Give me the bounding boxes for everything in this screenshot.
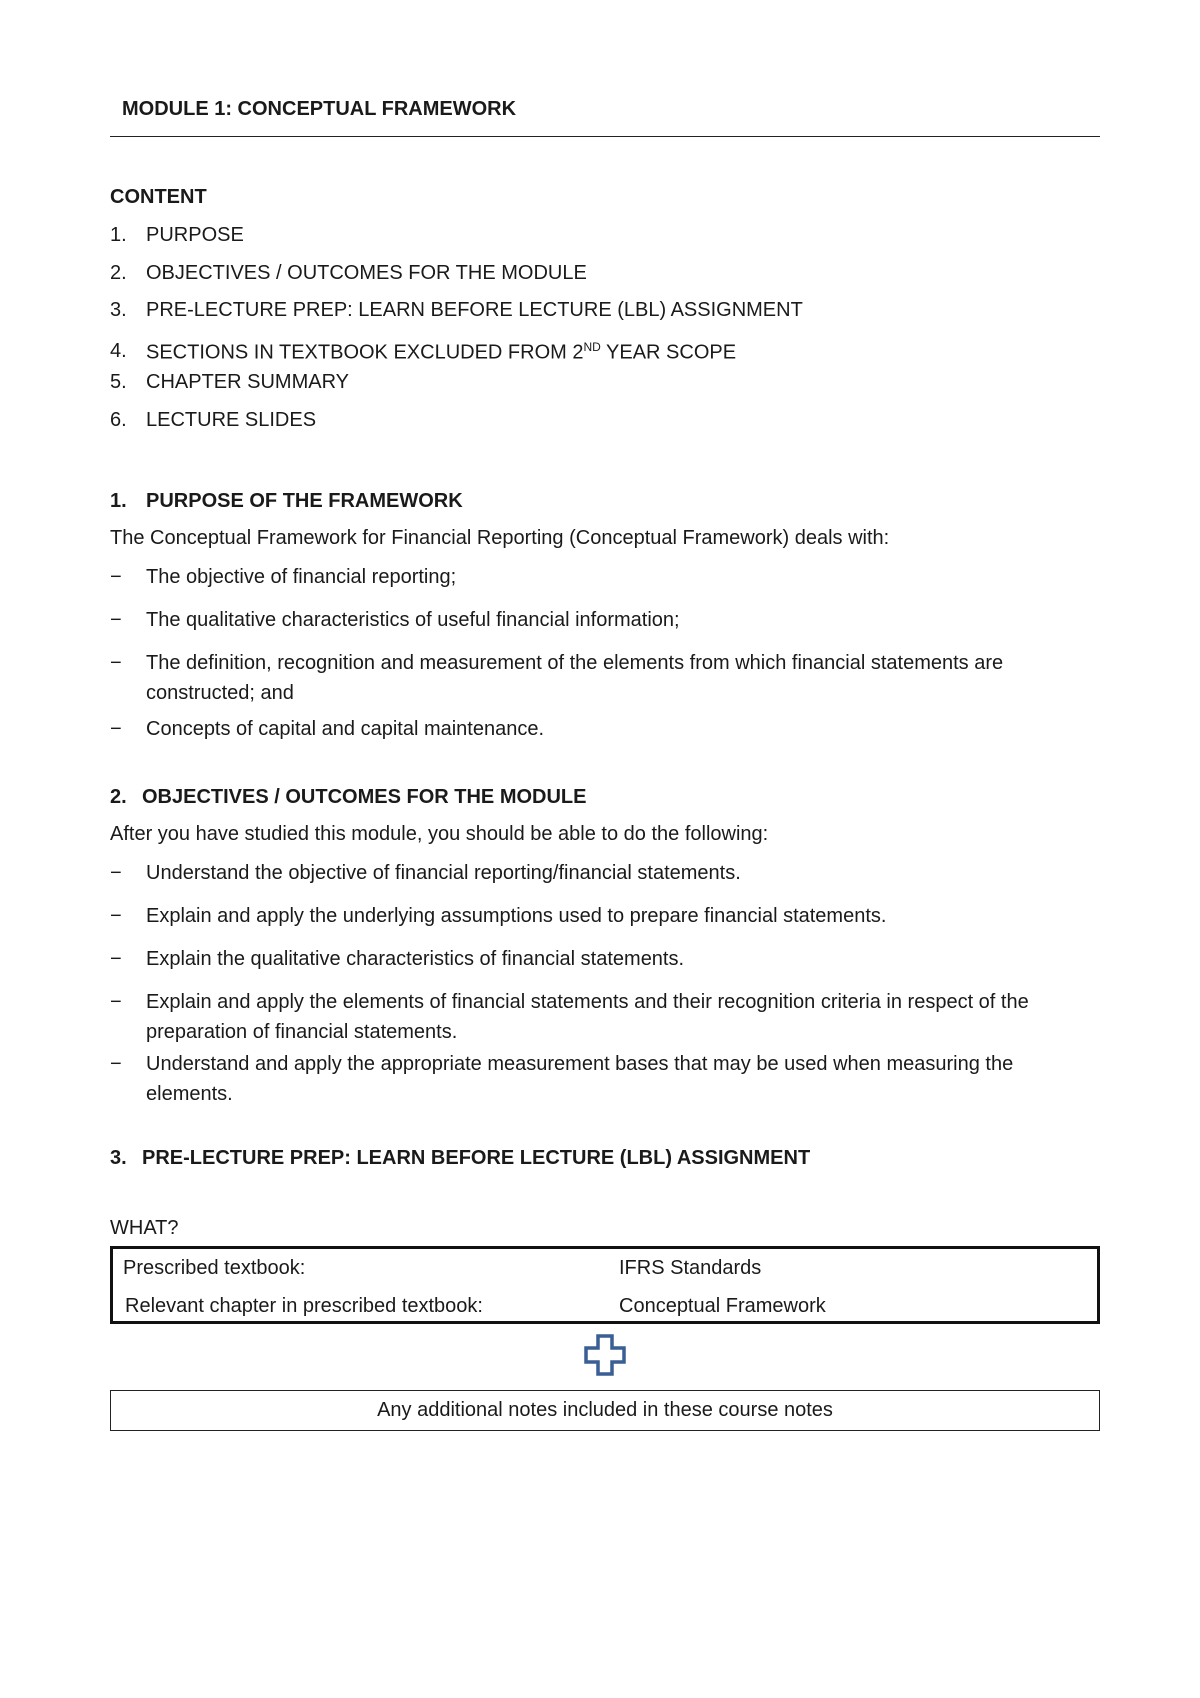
section-objectives — [110, 786, 1100, 1122]
content-item — [110, 224, 803, 262]
list-item-text: Explain and apply the underlying assumptions used to prepare financial statements. — [146, 905, 887, 927]
table-cell-value: Conceptual Framework — [619, 1295, 826, 1317]
dash-bullet-icon: − — [110, 991, 122, 1013]
section-heading — [110, 786, 1100, 809]
list-item-text: The qualitative characteristics of useful financial information; — [146, 609, 680, 631]
list-item — [110, 858, 1100, 888]
section-purpose — [110, 490, 1100, 757]
content-item-number: 3. — [110, 299, 127, 321]
what-label: WHAT? — [110, 1217, 179, 1239]
module-title: MODULE 1: CONCEPTUAL FRAMEWORK — [122, 98, 517, 120]
section-intro: The Conceptual Framework for Financial Reporting (Conceptual Framework) deals with: — [110, 527, 890, 549]
list-item — [110, 714, 1100, 744]
content-heading: CONTENT — [110, 186, 207, 208]
dash-bullet-icon: − — [110, 948, 122, 970]
plus-icon — [583, 1333, 627, 1377]
list-item — [110, 1049, 1100, 1109]
bullet-list — [110, 562, 1100, 744]
content-item-number: 6. — [110, 408, 127, 431]
table-cell-label: Relevant chapter in prescribed textbook: — [125, 1295, 483, 1317]
table-cell-value: IFRS Standards — [619, 1257, 762, 1279]
content-item-label: LECTURE SLIDES — [146, 408, 317, 431]
list-item — [110, 944, 1100, 974]
content-item-number: 2. — [110, 261, 127, 284]
list-item-text: Understand and apply the appropriate measurement bases that may be used when measuring the elements. — [146, 1053, 1014, 1105]
additional-notes-box: Any additional notes included in these course notes — [110, 1390, 1100, 1431]
bullet-list — [110, 858, 1100, 1109]
section-number: 1. — [110, 490, 127, 512]
content-item-number: 1. — [110, 224, 127, 246]
list-item-text: Explain the qualitative characteristics of financial statements. — [146, 948, 685, 970]
section-number: 2. — [110, 786, 127, 808]
list-item — [110, 987, 1100, 1047]
content-item — [110, 409, 803, 447]
section-number: 3. — [110, 1147, 127, 1169]
list-item-text: The objective of financial reporting; — [146, 566, 457, 588]
section-title: PURPOSE OF THE FRAMEWORK — [146, 490, 463, 512]
dash-bullet-icon: − — [110, 718, 122, 740]
content-item-label: CHAPTER SUMMARY — [146, 371, 349, 393]
dash-bullet-icon: − — [110, 566, 122, 588]
content-item-label-pre: SECTIONS IN TEXTBOOK EXCLUDED FROM 2 — [146, 341, 584, 364]
table-cell-label: Prescribed textbook: — [123, 1257, 306, 1279]
section-title: OBJECTIVES / OUTCOMES FOR THE MODULE — [142, 786, 587, 808]
content-item-label-post: YEAR SCOPE — [600, 341, 737, 364]
textbook-table — [110, 1246, 1100, 1324]
list-item — [110, 901, 1100, 931]
section-intro: After you have studied this module, you should be able to do the following: — [110, 823, 769, 845]
section-title: PRE-LECTURE PREP: LEARN BEFORE LECTURE (LBL) ASSIGNMENT — [142, 1147, 811, 1169]
title-divider — [110, 136, 1100, 137]
content-item — [110, 262, 803, 300]
content-item — [110, 371, 803, 409]
dash-bullet-icon: − — [110, 1053, 122, 1075]
content-list — [110, 224, 803, 446]
dash-bullet-icon: − — [110, 905, 122, 927]
content-item-label: PRE-LECTURE PREP: LEARN BEFORE LECTURE (LBL) ASSIGNMENT — [146, 299, 803, 321]
list-item-text: Explain and apply the elements of financial statements and their recognition criteria in respect of the preparation of financial statements. — [146, 991, 1029, 1043]
dash-bullet-icon: − — [110, 862, 122, 884]
section-heading — [110, 490, 1100, 513]
content-item-label: OBJECTIVES / OUTCOMES FOR THE MODULE — [146, 261, 587, 284]
section-lbl-assignment — [110, 1147, 1100, 1184]
list-item-text: Understand the objective of financial reporting/financial statements. — [146, 862, 741, 884]
list-item — [110, 605, 1100, 635]
content-item — [110, 299, 803, 337]
list-item-text: The definition, recognition and measurement of the elements from which financial statements are constructed; and — [146, 652, 1004, 704]
content-item-label: PURPOSE — [146, 224, 244, 246]
dash-bullet-icon: − — [110, 652, 122, 674]
content-item-superscript: ND — [583, 339, 601, 354]
section-heading — [110, 1147, 1100, 1170]
list-item-text: Concepts of capital and capital maintenance. — [146, 718, 545, 740]
dash-bullet-icon: − — [110, 609, 122, 631]
list-item — [110, 648, 1100, 708]
content-item-number: 4. — [110, 339, 127, 362]
content-item-number: 5. — [110, 371, 127, 393]
list-item — [110, 562, 1100, 592]
